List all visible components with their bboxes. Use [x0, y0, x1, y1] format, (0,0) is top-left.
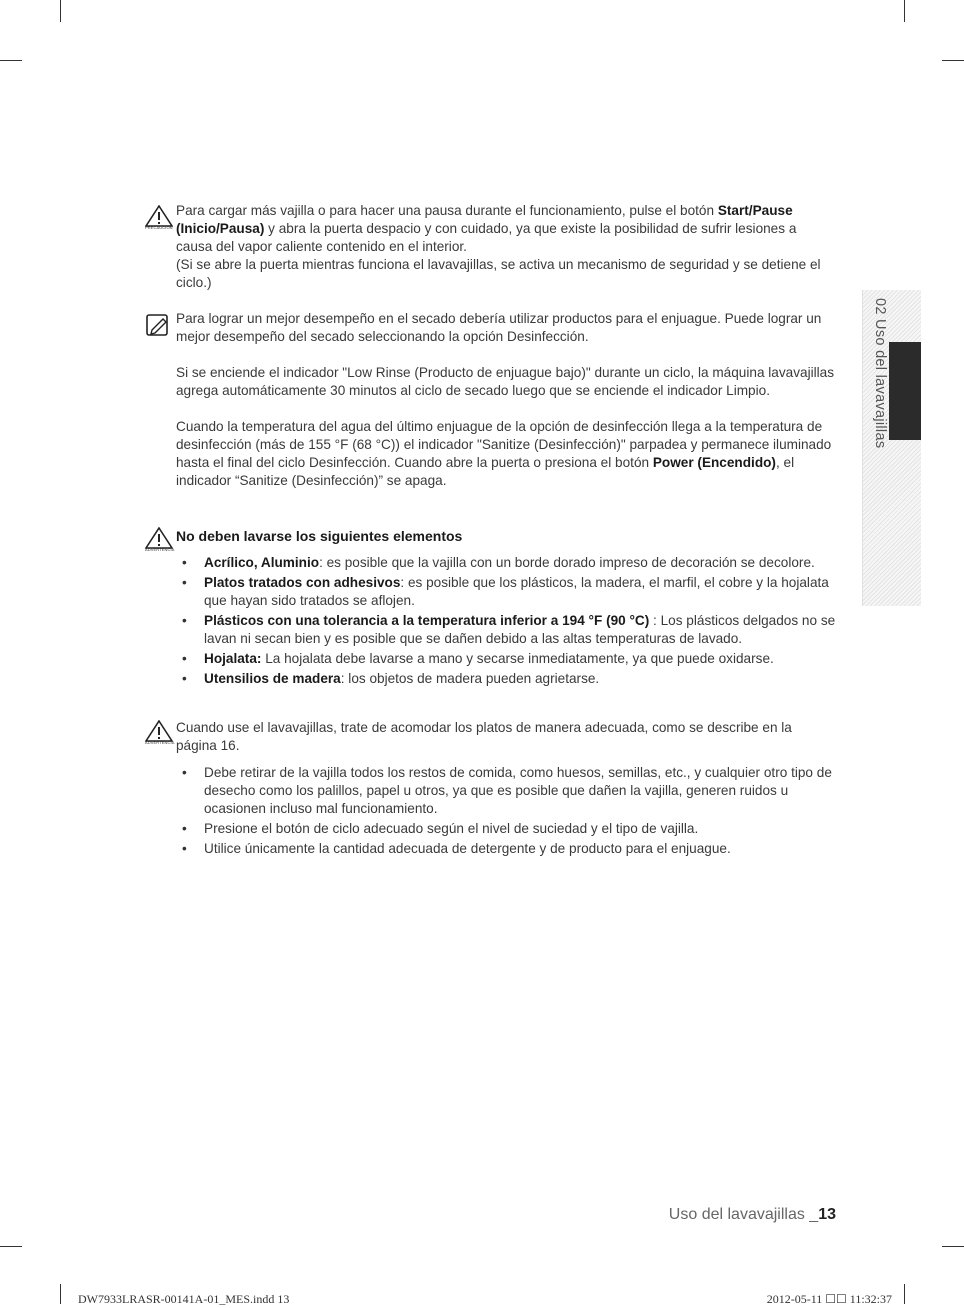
page-footer-title: Uso del lavavajillas _13 [668, 1206, 836, 1223]
caution-paragraph-2: (Si se abre la puerta mientras funciona el lavavajillas, se activa un mecanismo de seguridad y se detiene el ciclo.) [176, 257, 821, 290]
list-item: • Presione el botón de ciclo adecuado según el nivel de suciedad y el tipo de vajilla. [180, 820, 836, 838]
caution-icon-label: PRECAUCIÓN [145, 225, 173, 230]
file-slug: DW7933LRASR-00141A-01_MES.indd 13 [78, 1292, 290, 1306]
date-slug: 2012-05-11 ☐☐ 11:32:37 [766, 1292, 892, 1306]
chapter-side-tab [862, 290, 921, 606]
chapter-tab-marker [889, 342, 921, 440]
crop-mark [0, 1246, 22, 1247]
warning-icon-label: ADVERTENCIA [145, 547, 175, 552]
crop-mark [904, 1284, 905, 1304]
caution-paragraph: Para cargar más vajilla o para hacer una pausa durante el funcionamiento, pulse el botón Start/Pause (Inicio/Pausa) y abra la puerta despacio y con cuidado, ya que existe la posibilidad de sufrir lesiones a causa del vapor caliente contenido en el interior. [176, 203, 797, 254]
page-number: 13 [818, 1206, 836, 1223]
note-paragraph-1: Para lograr un mejor desempeño en el secado debería utilizar productos para el enjuague. Puede lograr un mejor desempeño del secado seleccionando la opción Desinfección. [176, 311, 822, 344]
list-item: • Platos tratados con adhesivos: es posible que los plásticos, la madera, el marfil, el cobre y la hojalata que hayan sido tratados se aflojen. [180, 574, 836, 610]
note-icon [145, 312, 171, 338]
crop-mark [60, 0, 61, 22]
note-paragraph-3: Cuando la temperatura del agua del último enjuague de la opción de desinfección llega a la temperatura de desinfección (más de 155 °F (68 °C)) el indicador "Sanitize (Desinfección)" parpadea y permanece iluminado hasta el final del ciclo Desinfección. Cuando abre la puerta o presiona el botón Power (Encendido), el indicador “Sanitize (Desinfección)” se apaga. [176, 419, 832, 488]
list-item: • Plásticos con una tolerancia a la temperatura inferior a 194 °F (90 °C) : Los plásticos delgados no se lavan ni secan bien y es posible que se dañen debido a las altas temperaturas de lavado. [180, 612, 836, 648]
list-item: • Acrílico, Aluminio: es posible que la vajilla con un borde dorado impreso de decoración se decolore. [180, 554, 836, 572]
warning-heading [176, 527, 836, 545]
warning-icon-2 [145, 720, 174, 745]
crop-mark [942, 1246, 964, 1247]
warning-2-intro-text: Cuando use el lavavajillas, trate de acomodar los platos de manera adecuada, como se describe en la página 16. [176, 720, 792, 753]
warning-2-intro [176, 719, 836, 755]
list-item: • Debe retirar de la vajilla todos los restos de comida, como huesos, semillas, etc., y cualquier otro tipo de desecho como los palillos, papel u otros, ya que es posible que dañen la vajilla, generen ruidos u ocasionen incluso mal funcionamiento. [180, 764, 836, 818]
warning-icon [145, 527, 174, 552]
warning-2-list [180, 764, 836, 858]
warning-icon-2-label: ADVERTENCIA [145, 740, 175, 745]
caution-icon [145, 205, 173, 230]
caution-text-block [176, 202, 836, 292]
crop-mark [904, 0, 905, 22]
warning-list [180, 554, 836, 688]
warning-heading-text: No deben lavarse los siguientes elementos [176, 528, 463, 544]
list-item: • Utensilios de madera: los objetos de madera pueden agrietarse. [180, 670, 836, 688]
list-item: • Utilice únicamente la cantidad adecuada de detergente y de producto para el enjuague. [180, 840, 836, 858]
note-paragraph-2: Si se enciende el indicador "Low Rinse (Producto de enjuague bajo)" durante un ciclo, la máquina lavavajillas agrega automáticamente 30 minutos al ciclo de secado luego que se enciende el indicador Limpio. [176, 365, 835, 398]
crop-mark [0, 60, 22, 61]
list-item: • Hojalata: La hojalata debe lavarse a mano y secarse inmediatamente, ya que puede oxidarse. [180, 650, 836, 668]
note-text-block [176, 310, 836, 490]
chapter-tab-label: 02 Uso del lavavajillas [872, 298, 888, 449]
crop-mark [60, 1284, 61, 1304]
crop-mark [942, 60, 964, 61]
